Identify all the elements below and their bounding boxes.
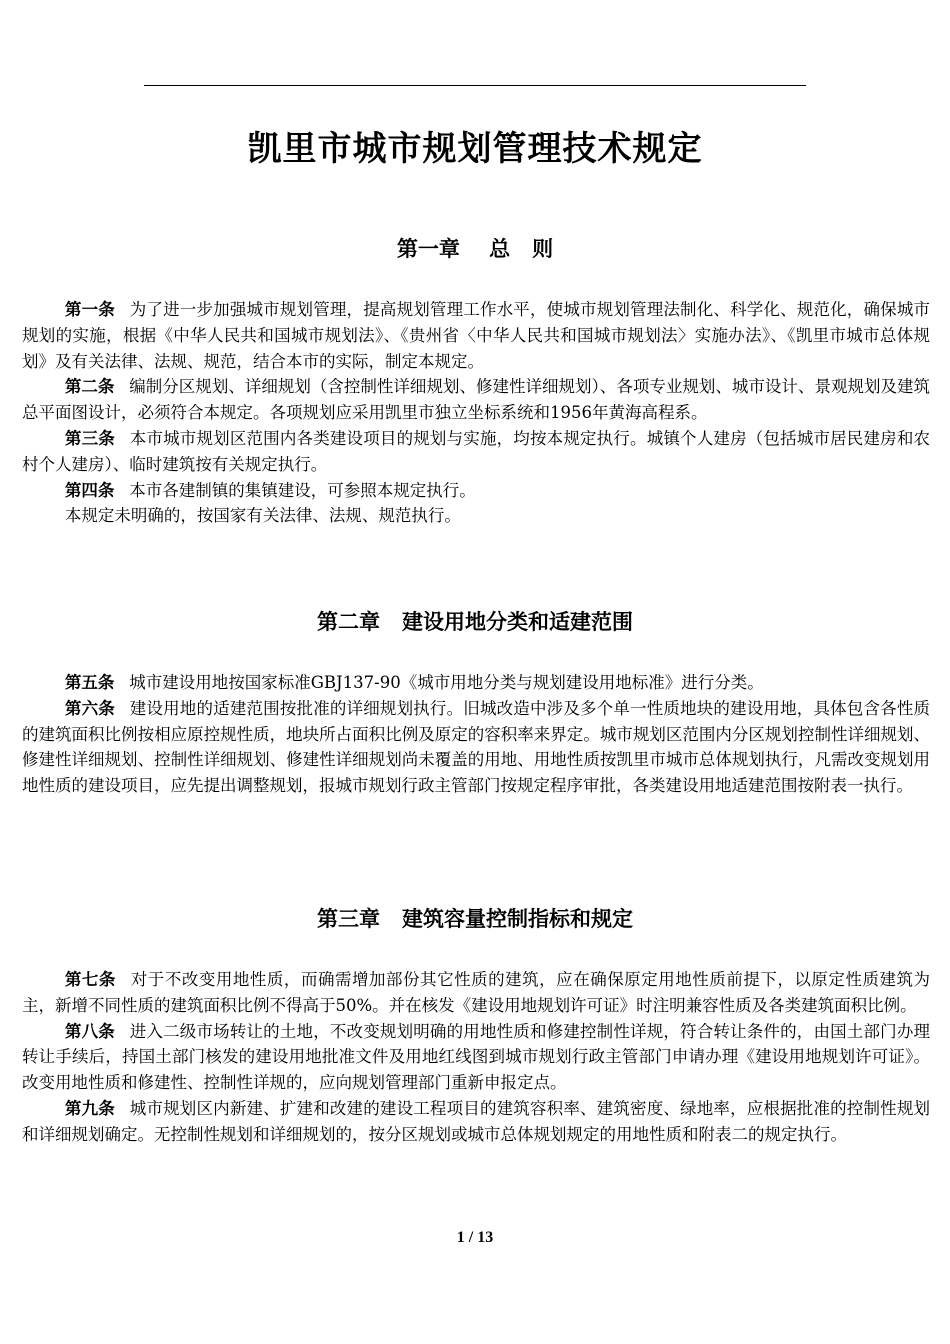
article-text: 为了进一步加强城市规划管理，提高规划管理工作水平，使城市规划管理法制化、科学化、规范化，确保城市规划的实施，根据《中华人民共和国城市规划法》、《贵州省〈中华人民共和国城市规划法〉实施办法》、《凯里市城市总体规划》及有关法律、法规、规范，结合本市的实际，制定本规定。: [22, 300, 931, 371]
article-5: [22, 670, 930, 696]
article-text: 本规定未明确的，按国家有关法律、法规、规范执行。: [64, 506, 461, 526]
article-number: 第三条: [64, 428, 115, 448]
article-number: 第一条: [64, 300, 115, 319]
article-text: 本市各建制镇的集镇建设，可参照本规定执行。: [129, 480, 476, 500]
header-rule: [144, 85, 806, 86]
chapter-2-heading: 第二章 建设用地分类和适建范围: [317, 610, 633, 634]
chapter-2-body: [22, 670, 930, 799]
article-1: [22, 297, 930, 374]
article-text: 编制分区规划、详细规划（含控制性详细规划、修建性详细规划）、各项专业规划、城市设计、景观规划及建筑总平面图设计，必须符合本规定。各项规划应采用凯里市独立坐标系统和1956年黄海高程系。: [22, 377, 931, 423]
article-number: 第八条: [64, 1021, 115, 1041]
article-number: 第五条: [64, 673, 115, 692]
page-indicator: 1 / 13: [456, 1229, 494, 1246]
document-title: 凯里市城市规划管理技术规定: [247, 129, 703, 169]
article-2: [22, 374, 930, 426]
article-text: 对于不改变用地性质，而确需增加部份其它性质的建筑，应在确保原定用地性质前提下，以原定性质建筑为主，新增不同性质的建筑面积比例不得高于50%。并在核发《建设用地规划许可证》时注明兼容性质及各类建筑面积比例。: [22, 970, 930, 1015]
article-3: [22, 426, 930, 478]
chapter-3-heading: 第三章 建筑容量控制指标和规定: [317, 907, 633, 931]
article-8: [22, 1019, 930, 1096]
article-text: 城市建设用地按国家标准GBJ137-90《城市用地分类与规划建设用地标准》进行分类。: [129, 673, 764, 692]
article-number: 第七条: [64, 970, 116, 989]
article-number: 第六条: [64, 698, 115, 718]
chapter-1-body: [22, 297, 930, 529]
article-text: 城市规划区内新建、扩建和改建的建设工程项目的建筑容积率、建筑密度、绿地率，应根据批准的控制性规划和详细规划确定。无控制性规划和详细规划的，按分区规划或城市总体规划规定的用地性质和附表二的规定执行。: [22, 1098, 931, 1144]
article-6: [22, 696, 930, 799]
article-text: 进入二级市场转让的土地，不改变规划明确的用地性质和修建控制性详规，符合转让条件的，由国土部门办理转让手续后，持国土部门核发的建设用地批准文件及用地红线图到城市规划行政主管部门申请办理《建设用地规划许可证》。改变用地性质和修建性、控制性详规的，应向规划管理部门重新申报定点。: [22, 1021, 931, 1093]
chapter-3-body: [22, 967, 930, 1148]
article-number: 第二条: [64, 377, 115, 397]
article-7: [22, 967, 930, 1019]
article-number: 第四条: [64, 480, 115, 500]
closing-note: [22, 503, 930, 529]
article-4: [22, 478, 930, 504]
article-9: [22, 1096, 930, 1148]
article-text: 本市城市规划区范围内各类建设项目的规划与实施，均按本规定执行。城镇个人建房（包括城市居民建房和农村个人建房）、临时建筑按有关规定执行。: [22, 428, 931, 474]
article-text: 建设用地的适建范围按批准的详细规划执行。旧城改造中涉及多个单一性质地块的建设用地，具体包含各性质的建筑面积比例按相应原控规性质，地块所占面积比例及原定的容积率来界定。城市规划区范围内分区规划控制性详细规划、修建性详细规划、控制性详细规划、修建性详细规划尚未覆盖的用地、用地性质按凯里市城市总体规划执行，凡需改变规划用地性质的建设项目，应先提出调整规划，报城市规划行政主管部门按规定程序审批，各类建设用地适建范围按附表一执行。: [22, 698, 931, 796]
chapter-1-heading: 第一章 总 则: [396, 237, 554, 261]
article-number: 第九条: [64, 1098, 115, 1118]
